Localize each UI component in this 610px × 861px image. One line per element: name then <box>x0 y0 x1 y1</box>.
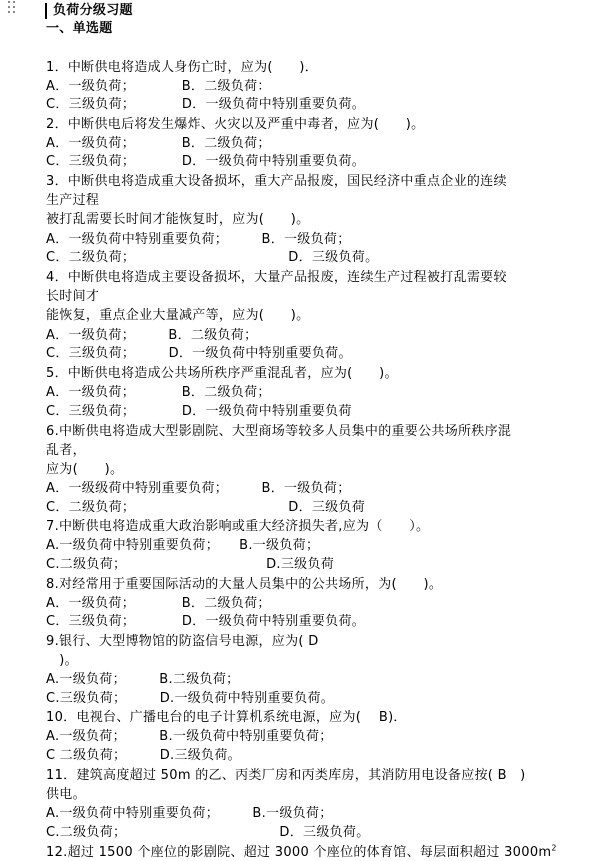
text-line: C．三级负荷； D．一级负荷中特别重要负荷。 <box>46 97 366 112</box>
text-line: C．二级负荷； D．三级负荷 <box>46 500 366 515</box>
text-line: 9.银行、大型博物馆的防盗信号电源，应为( D <box>46 634 319 649</box>
drag-handle-icon[interactable] <box>8 1 20 15</box>
text-line: C．二级负荷； D．三级负荷。 <box>46 250 379 265</box>
section-title: 一、单选题 <box>46 21 113 36</box>
text-line: 能恢复，重点企业大量减产等，应为( )。 <box>46 308 310 323</box>
text-line: C．三级负荷； D．一级负荷中特别重要负荷。 <box>46 614 366 629</box>
text-line: C.二级负荷； D．三级负荷。 <box>46 825 370 840</box>
text-line: A．一级负荷； B．二级负荷； <box>46 328 258 343</box>
superscript: 2 <box>551 843 557 853</box>
text-line: C.三级负荷； D.一级负荷中特别重要负荷。 <box>46 691 335 706</box>
text-line: A．一级负荷； B．二级负荷； <box>46 136 271 151</box>
text-line: 乱者， <box>46 443 86 458</box>
text-line: A．一级负荷； B．二级负荷： <box>46 79 271 94</box>
text-line: )。 <box>46 653 78 668</box>
text-line: A．一级负荷中特别重要负荷； B．一级负荷； <box>46 232 351 247</box>
text-line: 11．建筑高度超过 50m 的乙、丙类厂房和丙类库房，其消防用电设备应按( B ) <box>46 768 526 783</box>
text-line: A．一级级荷中特别重要负荷； B．一级负荷； <box>46 481 351 496</box>
text-line: 10．电视台、广播电台的电子计算机系统电源，应为( B)． <box>46 710 407 725</box>
document-title: 负荷分级习题 <box>53 3 133 18</box>
text-line: 7.中断供电将造成重大政治影响或重大经济损失者,应为（ ）。 <box>46 519 430 534</box>
text-line: A．一级负荷； B．二级负荷； <box>46 596 271 611</box>
text-line: A.一级负荷中特别重要负荷； B.一级负荷； <box>46 538 320 553</box>
text-line: C．三级负荷； D．一级负荷中特别重要负荷。 <box>46 154 366 169</box>
text-line: 供电。 <box>46 787 86 802</box>
text-line: A．一级负荷； B．二级负荷； <box>46 385 271 400</box>
text-line: C.二级负荷； D.三级负荷 <box>46 557 335 572</box>
text-line: 3．中断供电将造成重大设备损坏，重大产品报废，国民经济中重点企业的连续 <box>46 174 507 189</box>
text-line: 4．中断供电将造成主要设备损坏，大量产品报废，连续生产过程被打乱需要较 <box>46 270 507 285</box>
text-line: C．三级负荷； D．一级负荷中特别重要负荷 <box>46 404 352 419</box>
text-line: 6.中断供电将造成大型影剧院、大型商场等较多人员集中的重要公共场所秩序混 <box>46 424 512 439</box>
text-line: C．三级负荷； D．一级负荷中特别重要负荷。 <box>46 346 352 361</box>
text-line: 长时间才 <box>46 289 100 304</box>
text-line: 被打乱需要长时间才能恢复时，应为( )。 <box>46 212 310 227</box>
text-line: 12.超过 1500 个座位的影剧院、超过 3000 个座位的体育馆、每层面积超过 $3000m^2$ <box>46 843 557 860</box>
text-line: C 二级负荷； D.三级负荷。 <box>46 748 241 763</box>
text-line: A.一级负荷； B.一级负荷中特别重要负荷； <box>46 729 333 744</box>
text-line: 生产过程 <box>46 193 100 208</box>
text-line: 1．中断供电将造成人身伤亡时，应为( )． <box>46 60 319 75</box>
text-line: A.一级负荷中特别重要负荷； B.一级负荷； <box>46 806 333 821</box>
text-line: A.一级负荷； B.二级负荷； <box>46 672 240 687</box>
text-line: 2．中断供电后将发生爆炸、火灾以及严重中毒者，应为( )。 <box>46 117 425 132</box>
text-line: 8.对经常用于重要国际活动的大量人员集中的公共场所，为( )。 <box>46 577 443 592</box>
title-marker <box>45 3 47 19</box>
text-line: 应为( )。 <box>46 462 124 477</box>
text-line: 5．中断供电将造成公共场所秩序严重混乱者，应为( )。 <box>46 366 398 381</box>
